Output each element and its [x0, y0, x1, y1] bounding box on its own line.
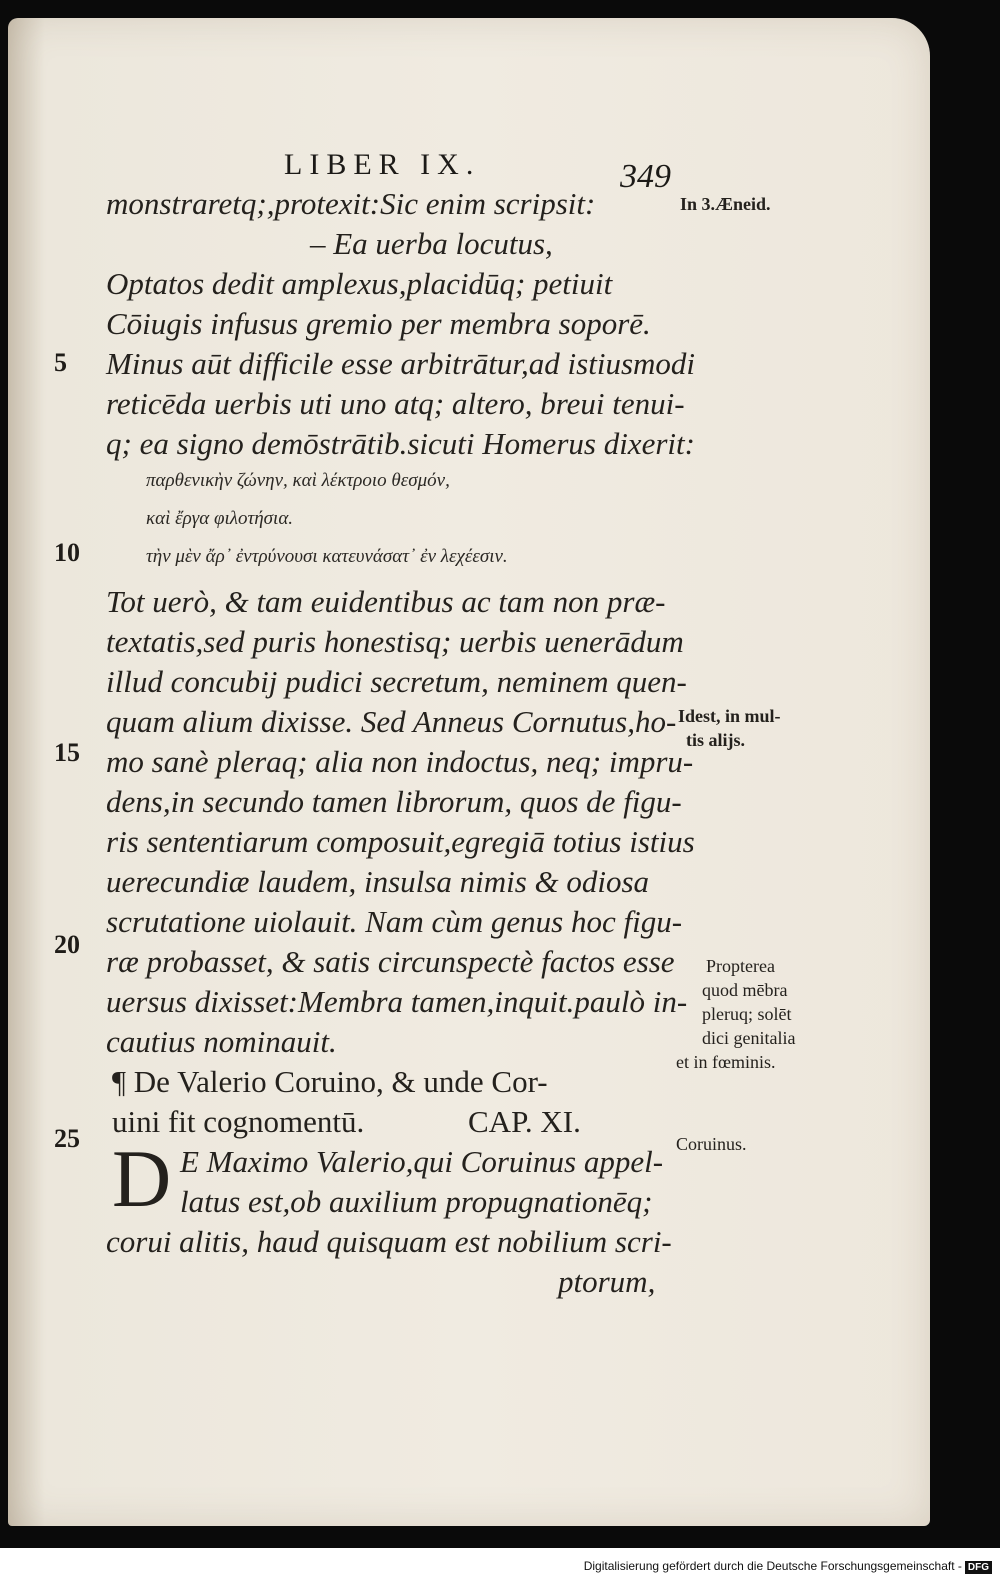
drop-cap: D: [112, 1133, 172, 1224]
margin-note: Idest, in mul-: [678, 706, 781, 726]
text-line: textatis,sed puris honestisq; uerbis uenerādum: [106, 624, 684, 659]
margin-note: In 3.Æneid.: [680, 194, 771, 214]
margin-note: et in fœminis.: [676, 1052, 776, 1072]
text-line: uersus dixisset:Membra tamen,inquit.paulò in-: [106, 984, 688, 1019]
greek-line: παρθενικὴν ζώνην, καὶ λέκτροιο θεσμόν,: [146, 470, 450, 491]
text-line: monstraretq;,protexit:Sic enim scripsit:: [106, 186, 596, 221]
text-line: E Maximo Valerio,qui Coruinus appel-: [180, 1144, 664, 1179]
text-line: reticēda uerbis uti uno atq; altero, breui tenui-: [106, 386, 685, 421]
margin-note: Coruinus.: [676, 1134, 747, 1154]
catchword: ptorum,: [558, 1264, 656, 1299]
chapter-heading: uini fit cognomentū.: [112, 1104, 365, 1139]
footer-text: Digitalisierung gefördert durch die Deutsche Forschungsgemeinschaft -: [583, 1559, 962, 1573]
dfg-logo: DFG: [965, 1561, 992, 1574]
text-line: cautius nominauit.: [106, 1024, 337, 1059]
margin-note: tis alijs.: [686, 730, 746, 750]
text-line: corui alitis, haud quisquam est nobilium scri-: [106, 1224, 672, 1259]
footer-credit: [584, 1559, 992, 1574]
text-line: dens,in secundo tamen librorum, quos de figu-: [106, 784, 682, 819]
text-line: scrutatione uiolauit. Nam cùm genus hoc figu-: [106, 904, 683, 939]
chapter-number: CAP. XI.: [468, 1104, 581, 1139]
text-line: q; ea signo demōstrātib.sicuti Homerus dixerit:: [106, 426, 695, 461]
text-line: Optatos dedit amplexus,placidūq; petiuit: [106, 266, 613, 301]
line-number: 10: [54, 538, 80, 567]
text-line: Minus aūt difficile esse arbitrātur,ad istiusmodi: [106, 346, 696, 381]
chapter-heading: ¶ De Valerio Coruino, & unde Cor-: [112, 1064, 548, 1099]
text-line: Cōiugis infusus gremio per membra soporē.: [106, 306, 651, 341]
text-line: uerecundiæ laudem, insulsa nimis & odiosa: [106, 864, 650, 899]
text-line: ris sententiarum composuit,egregiā totius istius: [106, 824, 695, 859]
line-number: 15: [54, 738, 80, 767]
line-number: 20: [54, 930, 80, 959]
margin-note: Propterea: [706, 956, 775, 976]
text-line: latus est,ob auxilium propugnationēq;: [180, 1184, 653, 1219]
text-line: – Ea uerba locutus,: [310, 226, 553, 261]
margin-note: pleruq; solēt: [702, 1004, 792, 1024]
greek-line: καὶ ἔργα φιλοτήσια.: [146, 508, 294, 529]
text-line: mo sanè pleraq; alia non indoctus, neq; impru-: [106, 744, 694, 779]
folio-number: 349: [620, 158, 671, 195]
margin-note: dici genitalia: [702, 1028, 796, 1048]
text-line: ræ probasset, & satis circunspectè factos esse: [106, 944, 675, 979]
text-line: quam alium dixisse. Sed Anneus Cornutus,ho-: [106, 704, 677, 739]
text-line: Tot uerò, & tam euidentibus ac tam non præ-: [106, 584, 666, 619]
line-number: 5: [54, 348, 67, 377]
margin-note: quod mēbra: [702, 980, 788, 1000]
greek-line: τὴν μὲν ἄρ᾽ ἐντρύνουσι κατευνάσατ᾽ ἐν λεχέεσιν.: [146, 546, 508, 567]
line-number: 25: [54, 1124, 80, 1153]
text-line: illud concubij pudici secretum, neminem quen-: [106, 664, 687, 699]
book-page: [8, 18, 930, 1526]
running-head: LIBER IX.: [284, 148, 481, 181]
